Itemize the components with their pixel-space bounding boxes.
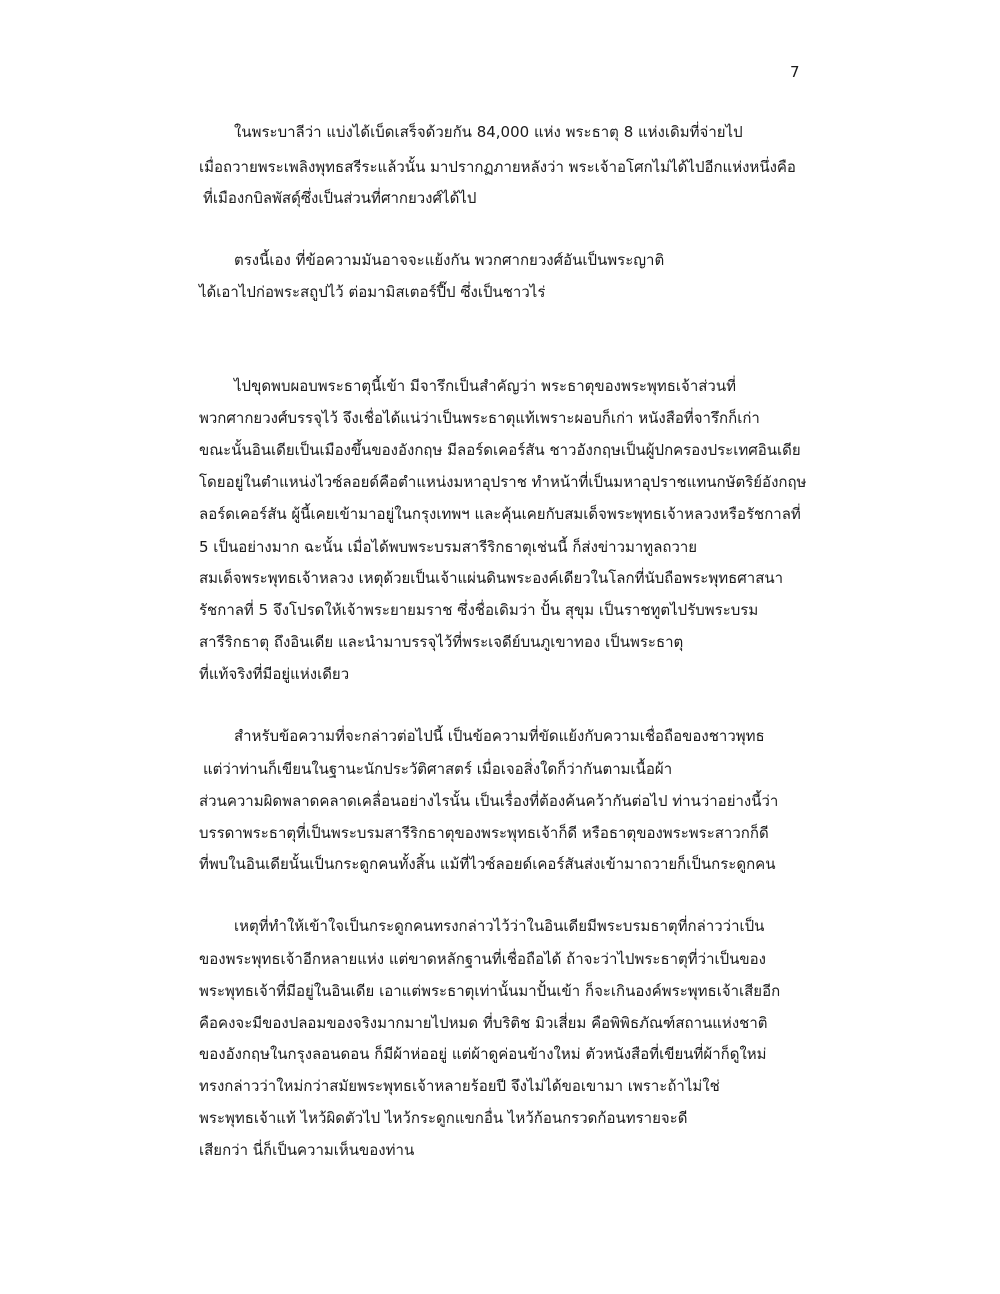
text-line: เหตุที่ทำให้เข้าใจเป็นกระดูกคนทรงกล่าวไว้ว่าในอินเดียมีพระบรมธาตุที่กล่าวว่าเป็น — [234, 917, 765, 935]
text-line: เมื่อถวายพระเพลิงพุทธสรีระแล้วนั้น มาปรากฏภายหลังว่า พระเจ้าอโศกไม่ได้ไปอีกแห่งหนึ่งคือ — [199, 158, 796, 176]
text-line: สมเด็จพระพุทธเจ้าหลวง เหตุด้วยเป็นเจ้าแผ่นดินพระองค์เดียวในโลกที่นับถือพระพุทธศาสนา — [199, 569, 784, 587]
page-number: 7 — [790, 63, 800, 81]
text-line: แต่ว่าท่านก็เขียนในฐานะนักประวัติศาสตร์ เมื่อเจอสิ่งใดก็ว่ากันตามเนื้อผ้า — [203, 760, 673, 778]
text-line: ของพระพุทธเจ้าอีกหลายแห่ง แต่ขาดหลักฐานที่เชื่อถือได้ ถ้าจะว่าไปพระธาตุที่ว่าเป็นของ — [199, 950, 766, 968]
text-line: ทรงกล่าวว่าใหม่กว่าสมัยพระพุทธเจ้าหลายร้อยปี จึงไม่ได้ขอเขามา เพราะถ้าไม่ใช่ — [199, 1077, 720, 1095]
text-line: ที่เมืองกบิลพัสดุ์ซึ่งเป็นส่วนที่ศากยวงศ์ได้ไป — [203, 189, 477, 207]
text-line: ขณะนั้นอินเดียเป็นเมืองขึ้นของอังกฤษ มีลอร์ดเคอร์สัน ชาวอังกฤษเป็นผู้ปกครองประเทศอินเดีย — [199, 441, 801, 459]
text-line: พระพุทธเจ้าแท้ ไหว้ผิดตัวไป ไหว้กระดูกแขกอื่น ไหว้ก้อนกรวดก้อนทรายจะดี — [199, 1109, 688, 1127]
text-line: เสียกว่า นี่ก็เป็นความเห็นของท่าน — [199, 1141, 415, 1159]
text-line: คือคงจะมีของปลอมของจริงมากมายไปหมด ที่บริติช มิวเสี่ยม คือพิพิธภัณฑ์สถานแห่งชาติ — [199, 1014, 768, 1032]
text-line: พระพุทธเจ้าที่มีอยู่ในอินเดีย เอาแต่พระธาตุเท่านั้นมาปั้นเข้า ก็จะเกินองค์พระพุทธเจ้าเสียอีก — [199, 982, 781, 1000]
text-line: พวกศากยวงศ์บรรจุไว้ จึงเชื่อได้แน่ว่าเป็นพระธาตุแท้เพราะผอบก็เก่า หนังสือที่จารึกก็เก่า — [199, 409, 760, 427]
text-line: โดยอยู่ในตำแหน่งไวซ์ลอยด์คือตำแหน่งมหาอุปราช ทำหน้าที่เป็นมหาอุปราชแทนกษัตริย์อังกฤษ — [199, 473, 807, 491]
text-line: ได้เอาไปก่อพระสถูปไว้ ต่อมามิสเตอร์ปี๊ป ซึ่งเป็นชาวไร่ — [199, 283, 546, 301]
text-line: รัชกาลที่ 5 จึงโปรดให้เจ้าพระยายมราช ซึ่งชื่อเดิมว่า ปั้น สุขุม เป็นราชทูตไปรับพระบรม — [199, 601, 759, 619]
text-line: ในพระบาลีว่า แบ่งได้เบ็ดเสร็จด้วยกัน 84,000 แห่ง พระธาตุ 8 แห่งเดิมที่จ่ายไป — [234, 123, 743, 141]
text-line: ที่แท้จริงที่มีอยู่แห่งเดียว — [199, 665, 350, 683]
text-line: ของอังกฤษในกรุงลอนดอน ก็มีผ้าห่ออยู่ แต่ผ้าดูค่อนข้างใหม่ ตัวหนังสือที่เขียนที่ผ้าก็ดูใหม่ — [199, 1045, 767, 1063]
text-line: 5 เป็นอย่างมาก ฉะนั้น เมื่อได้พบพระบรมสารีริกธาตุเช่นนี้ ก็ส่งข่าวมาทูลถวาย — [199, 538, 698, 556]
text-line: ที่พบในอินเดียนั้นเป็นกระดูกคนทั้งสิ้น แม้ที่ไวซ์ลอยด์เคอร์สันส่งเข้ามาถวายก็เป็นกระดูกคน — [199, 855, 776, 873]
text-line: ส่วนความผิดพลาดคลาดเคลื่อนอย่างไรนั้น เป็นเรื่องที่ต้องค้นคว้ากันต่อไป ท่านว่าอย่างนี้ว่า — [199, 792, 779, 810]
text-line: สารีริกธาตุ ถึงอินเดีย และนำมาบรรจุไว้ที่พระเจดีย์บนภูเขาทอง เป็นพระธาตุ — [199, 633, 684, 651]
text-line: ไปขุดพบผอบพระธาตุนี้เข้า มีจารึกเป็นสำคัญว่า พระธาตุของพระพุทธเจ้าส่วนที่ — [234, 377, 736, 395]
text-line: บรรดาพระธาตุที่เป็นพระบรมสารีริกธาตุของพระพุทธเจ้าก็ดี หรือธาตุของพระพระสาวกก็ดี — [199, 824, 769, 842]
text-line: ลอร์ดเคอร์สัน ผู้นี้เคยเข้ามาอยู่ในกรุงเทพฯ และคุ้นเคยกับสมเด็จพระพุทธเจ้าหลวงหรือรัชกาลที่ — [199, 505, 801, 523]
text-line: สำหรับข้อความที่จะกล่าวต่อไปนี้ เป็นข้อความที่ขัดแย้งกับความเชื่อถือของชาวพุทธ — [234, 727, 765, 745]
text-line: ตรงนี้เอง ที่ข้อความมันอาจจะแย้งกัน พวกศากยวงศ์อันเป็นพระญาติ — [234, 251, 665, 269]
